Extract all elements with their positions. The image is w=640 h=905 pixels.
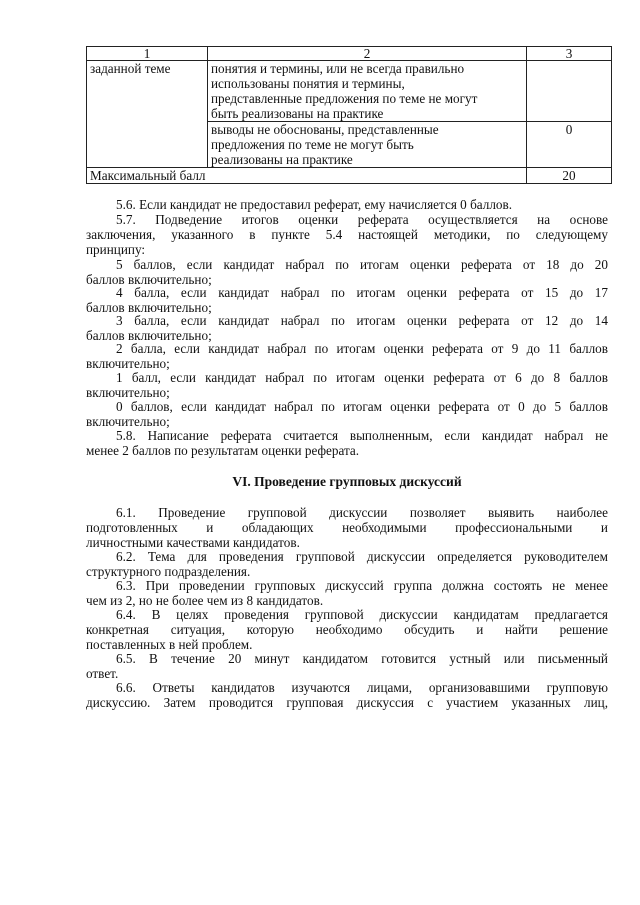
table-cell: 0	[527, 122, 612, 168]
paragraph-5-6: 5.6. Если кандидат не предоставил реферат, ему начисляется 0 баллов.	[116, 197, 513, 212]
table-row	[87, 61, 612, 122]
table-row	[87, 168, 612, 184]
table-header-cell: 1	[87, 47, 208, 61]
paragraph-6-6: 6.6. Ответы кандидатов изучаются лицами, организовавшими групповую дискуссию. Затем проводится групповая дискуссия с участием указанных лиц,	[86, 680, 608, 711]
cell-line: использованы понятия и термины,	[211, 76, 405, 91]
table-header-cell: 2	[208, 47, 527, 61]
cell-line: реализованы на практике	[211, 152, 353, 167]
score-item: 1 балл, если кандидат набрал по итогам оценки реферата от 6 до 8 баллов включительно;	[86, 370, 608, 401]
table-header-cell: 3	[527, 47, 612, 61]
score-item: 0 баллов, если кандидат набрал по итогам оценки реферата от 0 до 5 баллов включительно;	[86, 399, 608, 430]
cell-line: быть реализованы на практике	[211, 106, 384, 121]
cell-line: понятия и термины, или не всегда правильно	[211, 61, 465, 76]
table-header-row	[87, 47, 612, 61]
table-cell	[208, 122, 527, 168]
paragraph-5-8: 5.8. Написание реферата считается выполненным, если кандидат набрал не менее 2 баллов по результатам оценки реферата.	[86, 428, 608, 459]
score-item: 3 балла, если кандидат набрал по итогам оценки реферата от 12 до 14 баллов включительно;	[86, 313, 608, 344]
paragraph-6-3: 6.3. При проведении групповых дискуссий группа должна состоять не менее чем из 2, но не более чем из 8 кандидатов.	[86, 578, 608, 609]
paragraph-6-4: 6.4. В целях проведения групповой дискуссии кандидатам предлагается конкретная ситуация, которую необходимо обсудить и найти решение поставленных в ней проблем.	[86, 607, 608, 653]
score-item: 5 баллов, если кандидат набрал по итогам оценки реферата от 18 до 20 баллов включительно;	[86, 257, 608, 288]
max-score-label: Максимальный балл	[87, 168, 527, 184]
cell-line: предложения по теме не могут быть	[211, 137, 414, 152]
cell-line: выводы не обоснованы, представленные	[211, 122, 439, 137]
scoring-table	[86, 46, 612, 184]
score-item: 2 балла, если кандидат набрал по итогам оценки реферата от 9 до 11 баллов включительно;	[86, 341, 608, 372]
max-score-value: 20	[527, 168, 612, 184]
paragraph-5-7: 5.7. Подведение итогов оценки реферата осуществляется на основе заключения, указанного в пункте 5.4 настоящей методики, по следующему принципу:	[86, 212, 608, 258]
table-cell: заданной теме	[87, 61, 208, 168]
paragraph-6-1: 6.1. Проведение групповой дискуссии позволяет выявить наиболее подготовленных и обладающих необходимыми профессиональными и личностными качествами кандидатов.	[86, 505, 608, 551]
paragraph-6-5: 6.5. В течение 20 минут кандидатом готовится устный или письменный ответ.	[86, 651, 608, 682]
cell-line: представленные предложения по теме не могут	[211, 91, 478, 106]
score-item: 4 балла, если кандидат набрал по итогам оценки реферата от 15 до 17 баллов включительно;	[86, 285, 608, 316]
table-cell	[527, 61, 612, 122]
paragraph-6-2: 6.2. Тема для проведения групповой дискуссии определяется руководителем структурного подразделения.	[86, 549, 608, 580]
section-heading: VI. Проведение групповых дискуссий	[232, 474, 462, 489]
table-cell	[208, 61, 527, 122]
